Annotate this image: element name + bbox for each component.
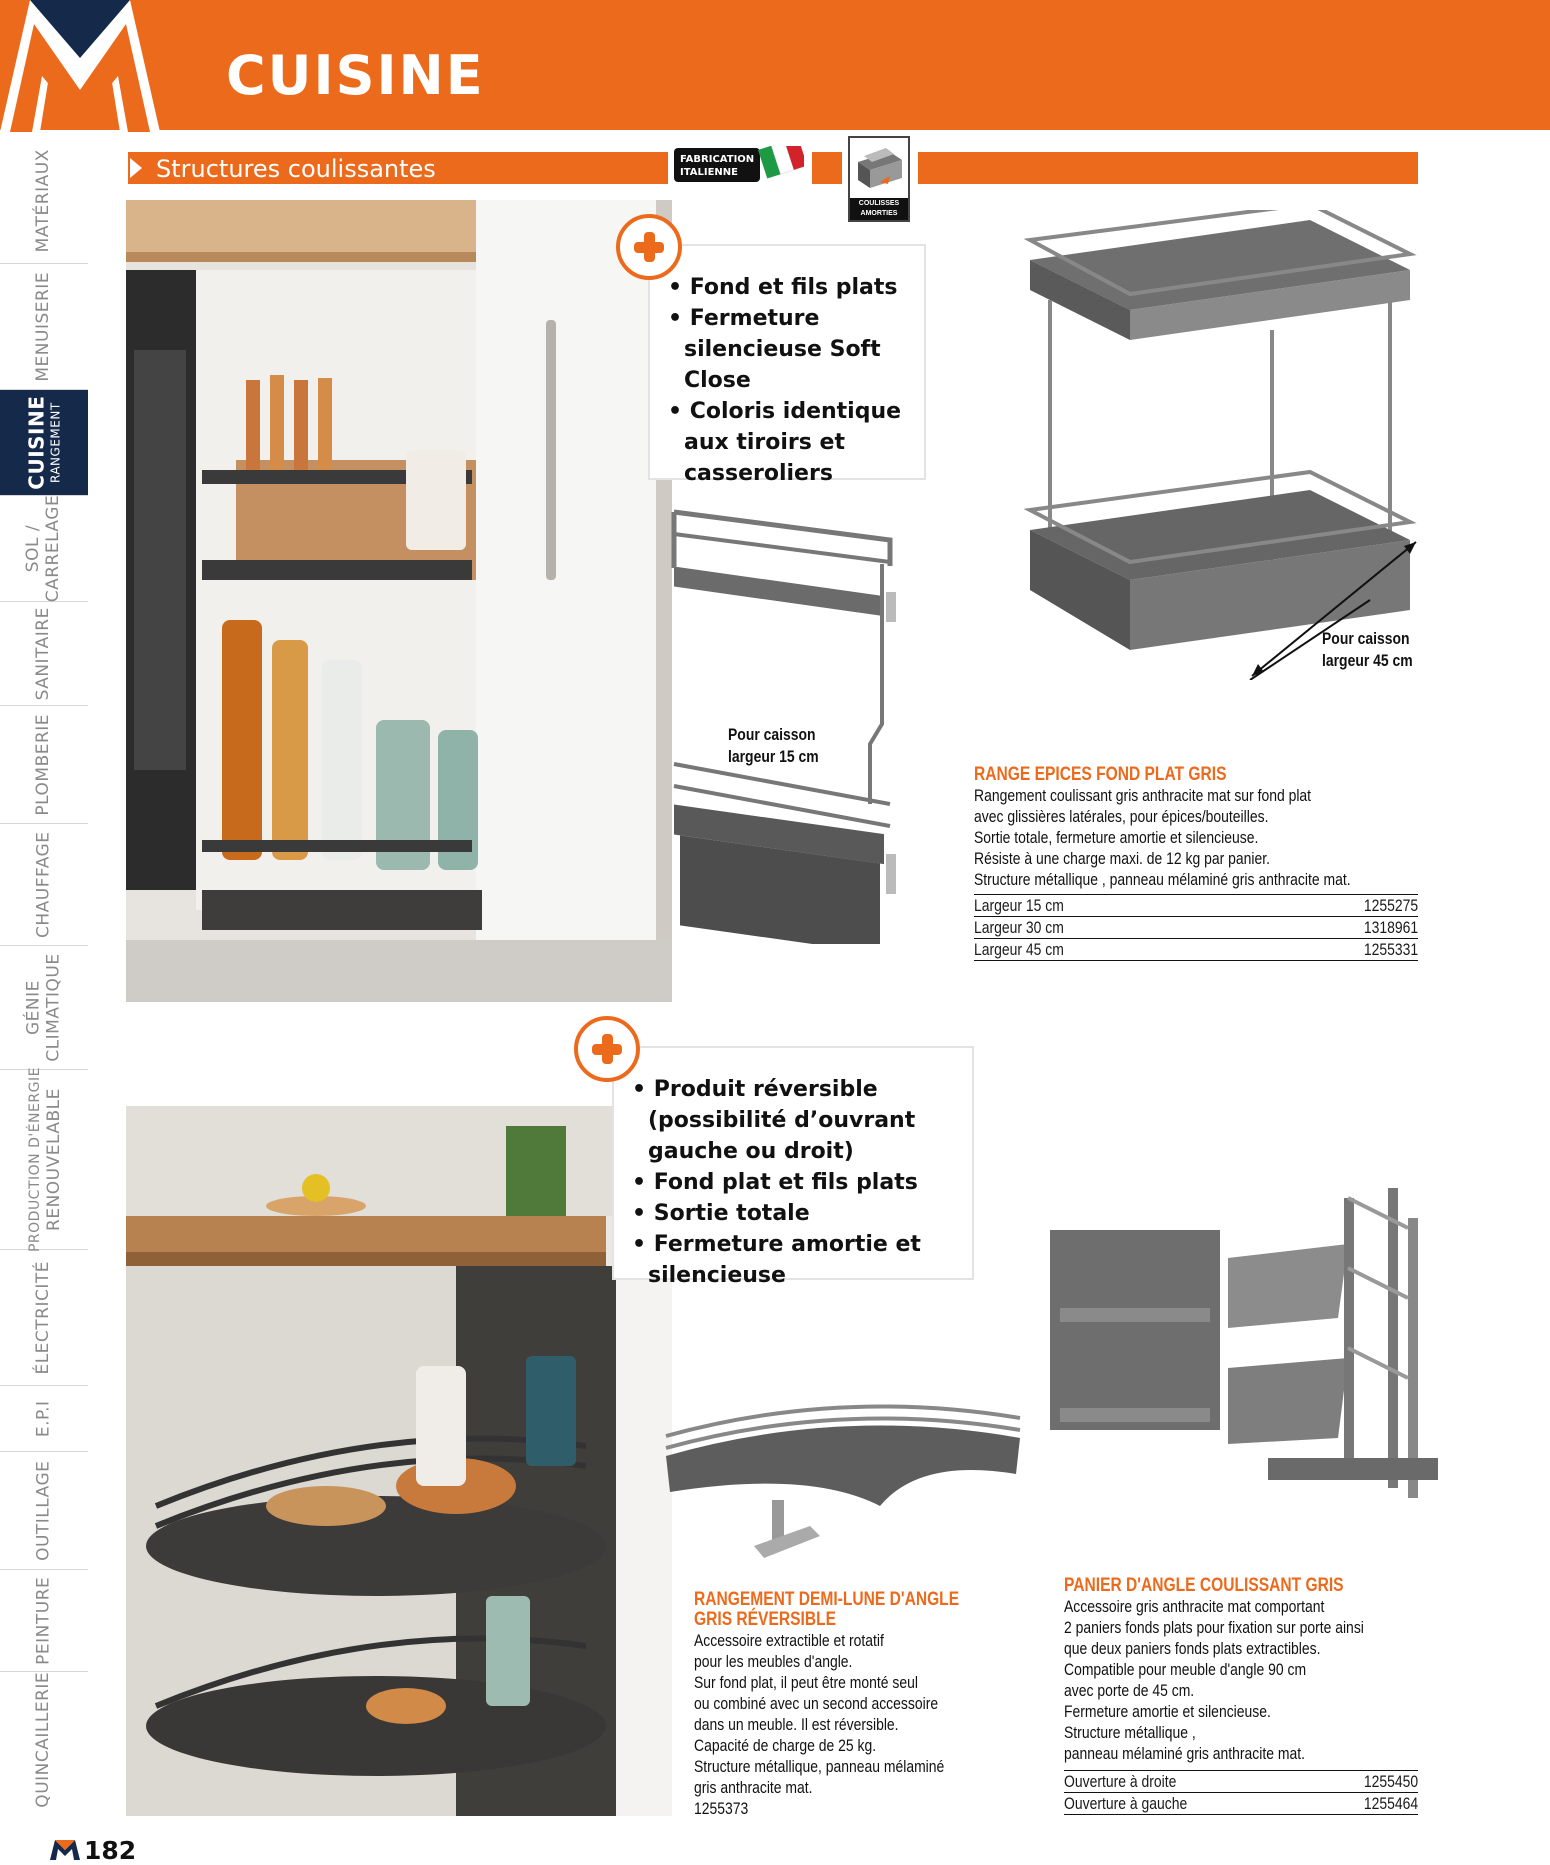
demi-lune-description [694,1590,959,1819]
table-row [974,895,1418,917]
feature-item: • Sortie totale [632,1198,954,1229]
desc-line: dans un meuble. Il est réversible. [694,1715,899,1734]
sidebar-item-peinture[interactable] [0,1570,88,1672]
feature-item: • Fermeture silencieuse Soft Close [668,303,906,396]
desc-line: 2 paniers fonds plats pour fixation sur porte ainsi [1064,1618,1364,1637]
ref-code: 1255331 [1363,940,1418,959]
sidebar-item-plomberie[interactable] [0,706,88,824]
ref-code: 1318961 [1363,918,1418,937]
ref-label: Ouverture à gauche [1064,1794,1188,1813]
badge-soft-line1: COULISSES [858,200,900,207]
plus-icon [616,214,682,280]
desc-line: Structure métallique, panneau mélaminé [694,1757,945,1776]
sidebar-item-sanitaire[interactable] [0,602,88,706]
sidebar-item-outillage[interactable] [0,1452,88,1570]
desc-line: panneau mélaminé gris anthracite mat. [1064,1744,1305,1763]
panier-angle-description [1064,1576,1364,1764]
sidebar-item-sol[interactable] [0,496,88,602]
desc-line: pour les meubles d'angle. [694,1652,853,1671]
sidebar-item-chauffage[interactable] [0,824,88,946]
desc-line: gris anthracite mat. [694,1778,813,1797]
sidebar-item-label: PEINTURE [33,1576,54,1665]
range-epices-title: RANGE EPICES FOND PLAT GRIS [974,764,1227,785]
caisson-15-line1: Pour caisson [728,725,816,744]
ref-label: Largeur 30 cm [974,918,1064,937]
desc-line: Sortie totale, fermeture amortie et silencieuse. [974,828,1259,847]
ref-code: 1255450 [1363,1772,1418,1791]
badge-soft-line2: AMORTIES [860,210,898,217]
ref-label: Largeur 45 cm [974,940,1064,959]
sidebar-item-genie-climatique[interactable] [0,946,88,1070]
section-band [128,152,668,184]
sidebar-item-label: SANITAIRE [33,606,54,701]
sidebar-item-sublabel: CLIMATIQUE [43,953,64,1062]
feature-item: • Fond plat et fils plats [632,1167,954,1198]
section-band-piece [812,152,842,184]
sidebar-item-label: PLOMBERIE [33,713,54,816]
feature-item: • Coloris identique aux tiroirs et casseroliers [668,396,906,489]
desc-line: ou combiné avec un second accessoire [694,1694,939,1713]
table-row [974,939,1418,961]
soft-close-badge [848,136,910,222]
sidebar-item-label: SOL / [23,524,44,573]
half-moon-corner-image [660,1396,1026,1566]
brand-logo [0,0,160,132]
panier-angle-title: PANIER D'ANGLE COULISSANT GRIS [1064,1575,1344,1596]
badge-italy-line1: FABRICATION [680,154,755,165]
caisson-45-line1: Pour caisson [1322,629,1410,648]
caisson-15-label [728,724,819,768]
table-row [1064,1793,1418,1815]
italian-made-badge [674,146,804,186]
sidebar-item-label: E.P.I [33,1400,54,1437]
sidebar-item-label: ÉLECTRICITÉ [33,1260,54,1375]
section-band-piece [918,152,1418,184]
sidebar-item-production-energie[interactable] [0,1067,88,1252]
sidebar-item-label: QUINCAILLERIE [33,1672,54,1808]
drawer-icon [850,138,908,200]
desc-line: avec glissières latérales, pour épices/bouteilles. [974,807,1269,826]
plus-icon [574,1016,640,1082]
features-top-box [648,244,926,486]
desc-line: Structure métallique , [1064,1723,1196,1742]
page-number: 182 [84,1836,137,1865]
corner-basket-image [1048,1188,1438,1500]
sidebar-item-electricite[interactable] [0,1250,88,1386]
ref-label: Ouverture à droite [1064,1772,1177,1791]
sidebar-item-label: GÉNIE [23,980,44,1035]
kitchen-photo-spice-rack [126,200,672,1002]
desc-line: Compatible pour meuble d'angle 90 cm [1064,1660,1307,1679]
demi-lune-title-line2: GRIS RÉVERSIBLE [694,1609,836,1630]
caisson-15-line2: largeur 15 cm [728,747,819,766]
desc-line: Capacité de charge de 25 kg. [694,1736,877,1755]
ref-code: 1255464 [1363,1794,1418,1813]
feature-item: • Fermeture amortie et silencieuse [632,1229,954,1291]
features-bottom-box [612,1046,974,1288]
caisson-45-line2: largeur 45 cm [1322,651,1413,670]
sidebar-item-quincaillerie[interactable] [0,1672,88,1808]
range-epices-description [974,765,1351,890]
footer-logo [50,1840,80,1860]
sidebar-item-label: MENUISERIE [33,271,54,382]
table-row [1064,1771,1418,1793]
sidebar-item-sublabel: RENOUVELABLE [43,1088,63,1231]
desc-line: Accessoire gris anthracite mat comportant [1064,1597,1325,1616]
ref-code: 1255275 [1363,896,1418,915]
ref-label: Largeur 15 cm [974,896,1064,915]
feature-item: • Produit réversible (possibilité d’ouvrant gauche ou droit) [632,1074,954,1167]
sidebar-item-sublabel: CARRELAGE [43,494,64,603]
desc-line: Résiste à une charge maxi. de 12 kg par panier. [974,849,1271,868]
desc-line: avec porte de 45 cm. [1064,1681,1195,1700]
desc-line: Accessoire extractible et rotatif [694,1631,884,1650]
sidebar-item-sublabel: RANGEMENT [47,402,62,483]
kitchen-photo-corner-carousel [126,1106,672,1816]
sidebar-item-menuiserie[interactable] [0,264,88,390]
feature-item: • Fond et fils plats [668,272,906,303]
sidebar-item-label: CUISINE [24,395,49,490]
sidebar-item-epi[interactable] [0,1386,88,1452]
sidebar-item-cuisine[interactable] [0,390,88,496]
badge-italy-line2: ITALIENNE [680,167,738,178]
sidebar-item-label: CHAUFFAGE [33,831,54,938]
desc-line: 1255373 [694,1799,749,1818]
panier-angle-ref-table [1064,1770,1418,1815]
desc-line: que deux paniers fonds plats extractibles. [1064,1639,1321,1658]
section-title: Structures coulissantes [156,155,436,183]
sidebar-item-label: MATÉRIAUX [33,148,54,253]
desc-line: Structure métallique , panneau mélaminé gris anthracite mat. [974,870,1351,889]
sidebar-item-label: OUTILLAGE [33,1460,54,1561]
table-row [974,917,1418,939]
sidebar-item-label: PRODUCTION D'ÉNERGIE [26,1067,43,1252]
desc-line: Fermeture amortie et silencieuse. [1064,1702,1271,1721]
sidebar [0,138,88,1808]
range-epices-ref-table [974,894,1418,961]
page-title: CUISINE [226,44,485,107]
desc-line: Sur fond plat, il peut être monté seul [694,1673,918,1692]
desc-line: Rangement coulissant gris anthracite mat sur fond plat [974,786,1312,805]
sidebar-item-materiaux[interactable] [0,138,88,264]
demi-lune-title: RANGEMENT DEMI-LUNE D'ANGLE [694,1589,960,1610]
caisson-45-label [1322,628,1413,672]
